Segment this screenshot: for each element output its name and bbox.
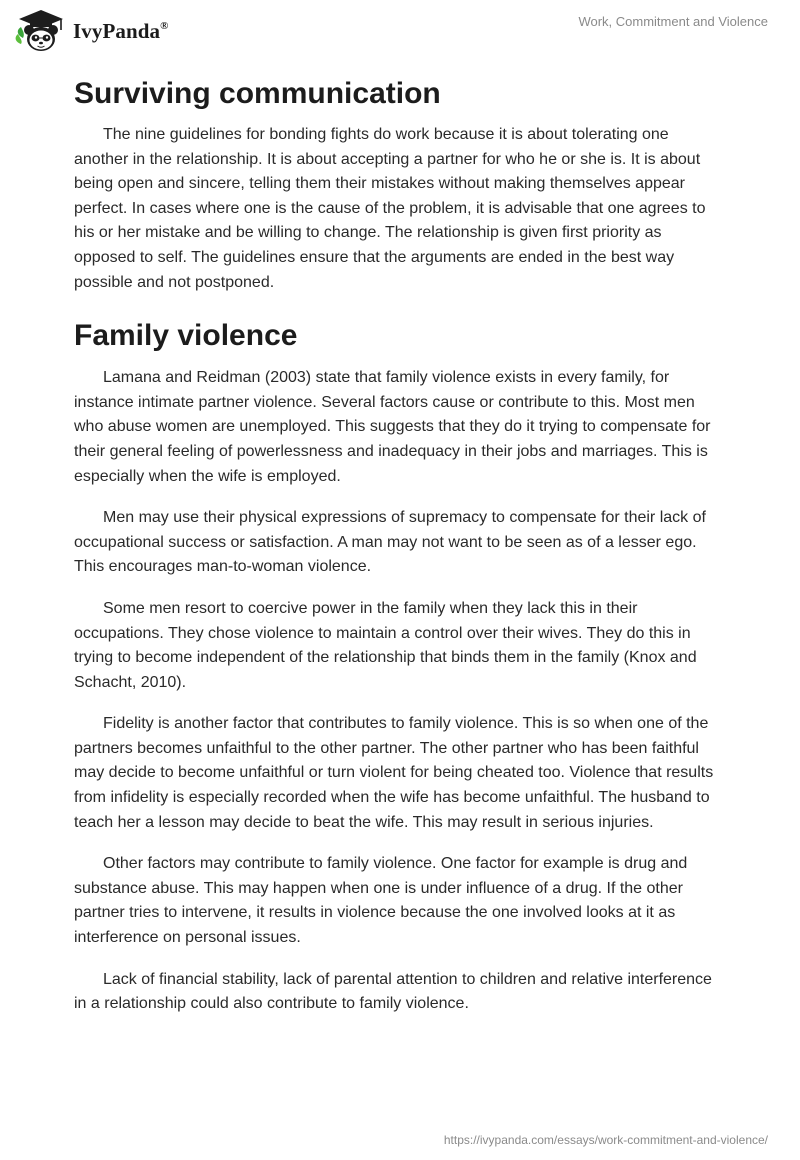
section-heading: Family violence xyxy=(74,319,298,353)
paragraph: Some men resort to coercive power in the family when they lack this in their occupations. They chose violence to maintain a control over their wives. They do this in trying to become independent of the relationship that binds them in the family (Knox and Schacht, 2010). xyxy=(74,599,697,691)
section-family-violence xyxy=(74,315,726,1017)
paragraph: Other factors may contribute to family violence. One factor for example is drug and substance abuse. This may happen when one is under influence of a drug. If the other partner tries to intervene, it results in violence because the one involved looks at it as interference on personal issues. xyxy=(74,855,688,947)
paragraph: Lack of financial stability, lack of parental attention to children and relative interference in a relationship could also contribute to family violence. xyxy=(74,970,712,1013)
source-url-link[interactable]: https://ivypanda.com/essays/work-commitment-and-violence/ xyxy=(443,1133,768,1147)
section-heading: Surviving communication xyxy=(74,77,441,110)
paragraph: The nine guidelines for bonding fights do work because it is about tolerating one another in the relationship. It is about accepting a partner for who he or she is. It is about being open and sincere, telling them their mistakes without making themselves appear perfect. In cases where one is the cause of the problem, it is advisable that one agrees to his or her mistake and be willing to change. The relationship is given first priority as opposed to self. The guidelines ensure that the arguments are ended in the best way possible and not postponed. xyxy=(74,126,706,291)
running-title: Work, Commitment and Violence xyxy=(578,14,768,29)
brand-name: IvyPanda® xyxy=(73,18,169,43)
paragraph: Lamana and Reidman (2003) state that family violence exists in every family, for instance intimate partner violence. Several factors cause or contribute to this. Most men who abuse women are unemployed. This suggests that they do it trying to compensate for their general feeling of powerlessness and inadequacy in their jobs and marriages. This is especially when the wife is employed. xyxy=(74,369,711,485)
page-header xyxy=(0,0,800,60)
panda-graduate-icon xyxy=(15,8,67,54)
section-surviving-communication xyxy=(74,70,726,295)
paragraph: Men may use their physical expressions of supremacy to compensate for their lack of occupational success or satisfaction. A man may not want to be seen as of a lesser ego. This encourages man-to-woman violence. xyxy=(74,509,706,576)
essay-content xyxy=(74,70,726,1034)
paragraph: Fidelity is another factor that contributes to family violence. This is so when one of the partners becomes unfaithful to the other partner. The other partner who has been faithful may decide to become unfaithful or turn violent for being cheated too. Violence that results from infidelity is especially recorded when the wife has become unfaithful. The husband to teach her a lesson may decide to beat the wife. This may result in serious injuries. xyxy=(74,715,714,831)
ivypanda-logo[interactable] xyxy=(15,8,169,54)
